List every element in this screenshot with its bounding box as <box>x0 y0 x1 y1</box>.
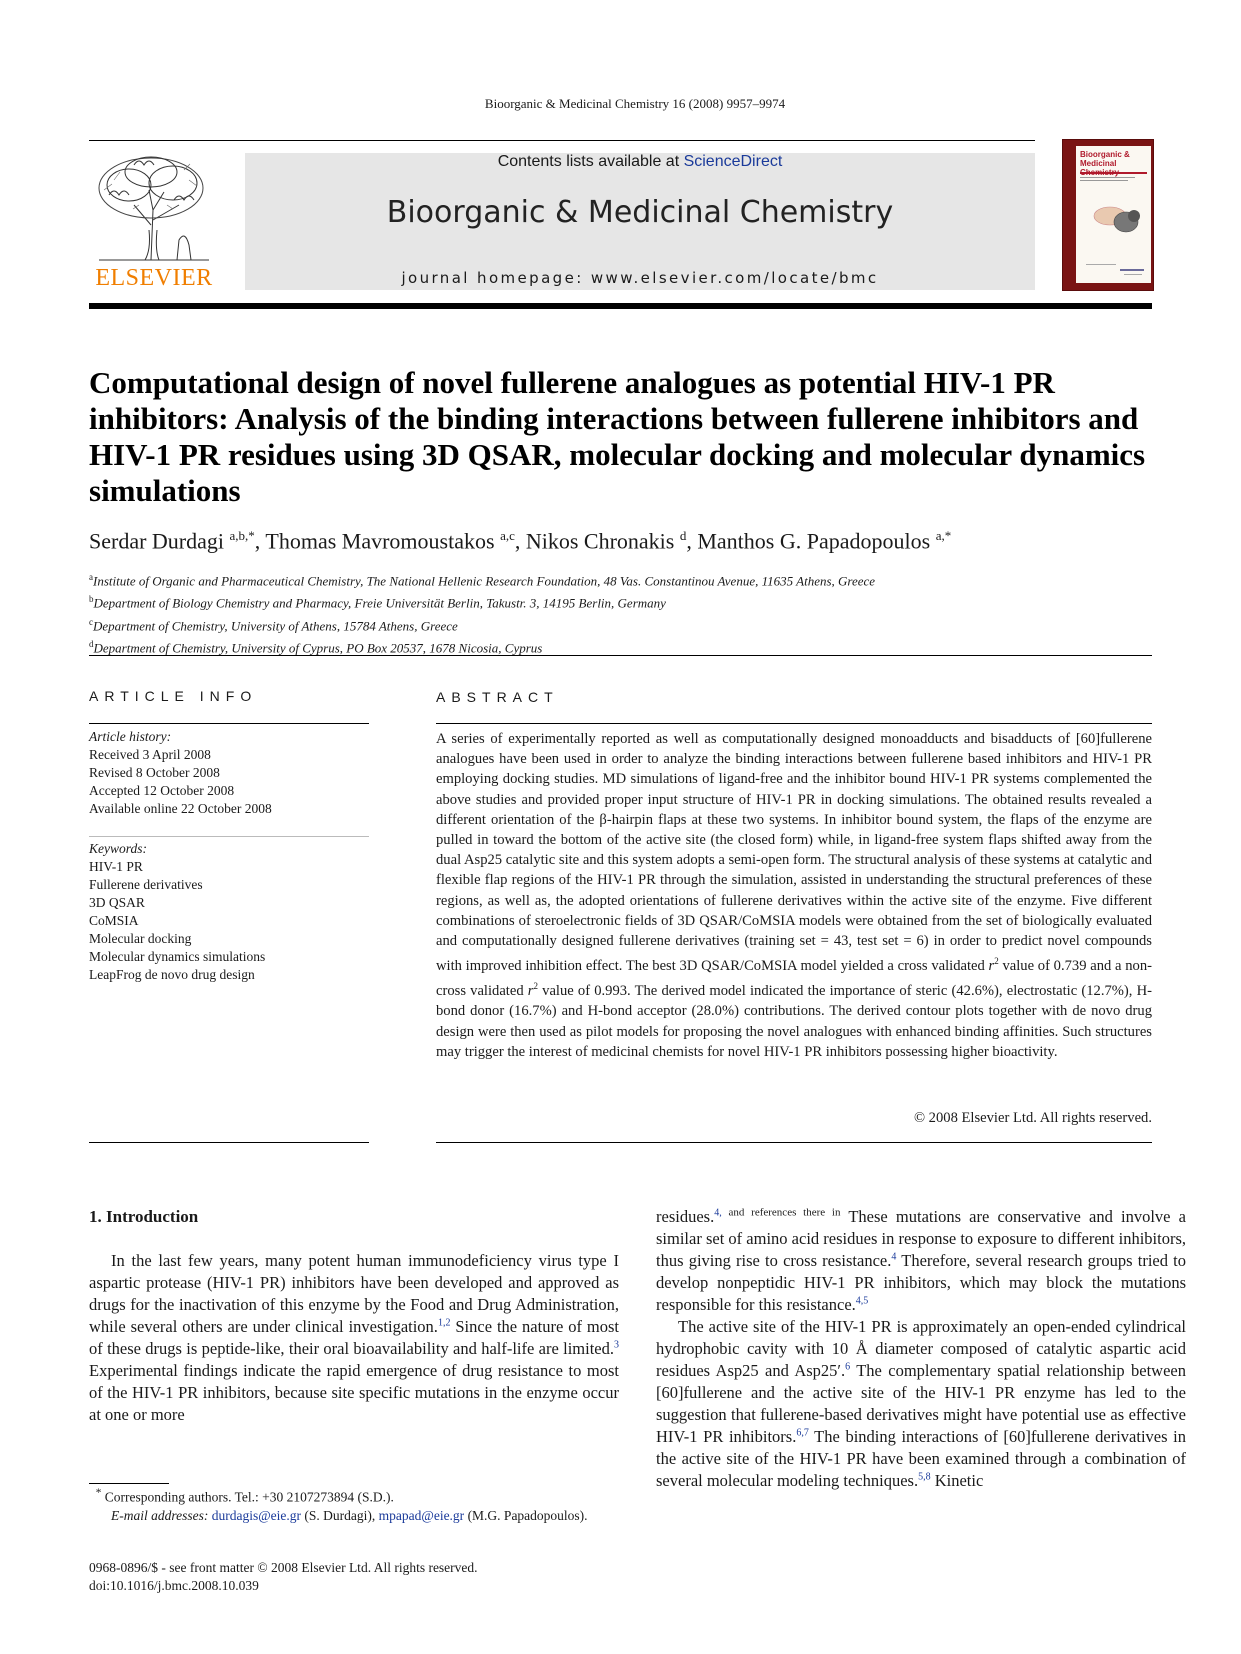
article-info-heading: ARTICLE INFO <box>89 688 258 704</box>
corresponding-author-footnote <box>89 1484 619 1525</box>
citation-link[interactable]: 4 <box>891 1251 897 1263</box>
keyword-item: Molecular docking <box>89 931 192 946</box>
author-separator: , <box>686 528 698 554</box>
section-rule <box>89 655 1152 656</box>
article-info-divider <box>89 836 369 837</box>
cover-artwork-icon <box>1076 146 1151 283</box>
footnote-line <box>89 1484 619 1507</box>
cover-page <box>1076 146 1151 283</box>
citation-link[interactable]: 4, <box>714 1207 722 1219</box>
body-paragraph <box>89 1250 619 1426</box>
paragraph-text: The active site of the HIV-1 PR is approximately an open-ended cylindrical hydrophobic cavity with 10 Å diameter composed of catalytic aspartic acid residues Asp25 and Asp25′. <box>656 1317 1186 1380</box>
header-rule <box>89 140 1035 141</box>
author-affil-mark[interactable]: a,c <box>500 528 515 543</box>
citation-link[interactable]: 1,2 <box>437 1317 451 1329</box>
footnote-text: Corresponding authors. Tel.: +30 2107273894 (S.D.). <box>101 1489 394 1505</box>
affiliation-text: Institute of Organic and Pharmaceutical Chemistry, The National Hellenic Research Foundation, 48 Vas. Constantinou Avenue, 11635 Athens, Greece <box>93 573 876 589</box>
history-item: Accepted 12 October 2008 <box>89 783 235 798</box>
keywords-label: Keywords: <box>89 841 147 856</box>
affiliation-list <box>89 568 1152 657</box>
keyword-item: LeapFrog de novo drug design <box>89 967 255 982</box>
citation-link[interactable]: 3 <box>614 1339 619 1351</box>
journal-title: Bioorganic & Medicinal Chemistry <box>386 195 894 230</box>
author-separator: , <box>514 528 526 554</box>
keyword-item: Molecular dynamics simulations <box>89 949 266 964</box>
abstract-rule <box>436 723 1152 724</box>
affiliation-item <box>89 613 1152 635</box>
header-thick-rule <box>89 303 1152 309</box>
body-paragraph <box>656 1206 1186 1316</box>
tree-icon <box>89 150 219 262</box>
affiliation-text: Department of Chemistry, University of Athens, 15784 Athens, Greece <box>93 617 458 633</box>
keyword-item: Fullerene derivatives <box>89 877 203 892</box>
section-heading: 1. Introduction <box>89 1207 199 1226</box>
abstract-text <box>436 729 1152 1062</box>
journal-banner <box>245 153 1035 290</box>
affiliation-text: Department of Chemistry, University of Cyprus, PO Box 20537, 1678 Nicosia, Cyprus <box>93 640 543 656</box>
author-affil-mark[interactable]: a,* <box>935 528 952 543</box>
footnote-line <box>89 1507 619 1525</box>
abstract-part: value of 0.993. The derived model indicated the importance of steric (42.6%), electrostatic (12.7%), H-bond donor (16.7%) and H-bond acceptor (28.0%) contributions. The derived contour plots together with de novo drug design were then used as pilot models for proposing the novel analogues with enhanced binding affinities. Such structures may trigger the interest of medicinal chemists for novel HIV-1 PR inhibitors possessing higher bioactivity. <box>436 983 1152 1060</box>
paragraph-text: In the last few years, many potent human immunodeficiency virus type I aspartic protease (HIV-1 PR) inhibitors have been developed and approved as drugs for the inactivation of this enzyme by the Food and Drug Administration, while several others are under clinical investigation. <box>89 1251 619 1336</box>
article-title: Computational design of novel fullerene analogues as potential HIV-1 PR inhibitors: Analysis of the binding interactions between fullerene inhibitors and HIV-1 PR residues using 3D QSAR, molecular docking and molecular dynamics simulations <box>89 365 1146 508</box>
citation-link[interactable]: 6 <box>845 1361 851 1373</box>
paragraph-text: These mutations are conservative and involve a similar set of amino acid residues in response to exposure to different inhibitors, thus giving rise to cross resistance. <box>656 1207 1186 1270</box>
keyword-list <box>89 840 369 984</box>
abstract-part: value of 0.739 and a non-cross validated <box>436 958 1152 1000</box>
abstract-superscript: 2 <box>994 956 999 967</box>
abstract-part: A series of experimentally reported as well as computationally designed monoadducts and bisadducts of [60]fullerene analogues have been used in order to analyze the binding interactions between fullerene based inhibitors and HIV-1 PR employing docking studies. MD simulations of ligand-free and the inhibitor bound HIV-1 PR systems complemented the above studies and provided proper input structure of HIV-1 PR in docking simulations. The obtained results revealed a different orientation of the β-hairpin flaps at these two systems. In inhibitor bound system, the flaps of the enzyme are pulled in toward the bottom of the active site (the closed form) while, in ligand-free system flaps shifted away from the dual Asp25 catalytic site and this system adopts a semi-open form. The structural analysis of these systems at catalytic and flexible flap regions of the HIV-1 PR through the simulation, assisted in understanding the structural preferences of these regions, as well as, the adopted orientations of fullerene derivatives within the active site of the enzyme. Five different combinations of steroelectronic fields of 3D QSAR/CoMSIA models were obtained from the set of biologically evaluated and computationally designed fullerene derivatives (training set = 43, test set = 6) in order to predict novel compounds with improved inhibition effect. The best 3D QSAR/CoMSIA model yielded a cross validated <box>436 731 1152 975</box>
cover-title: Bioorganic & Medicinal <box>1080 150 1130 168</box>
email-owner: (M.G. Papadopoulos). <box>464 1507 588 1523</box>
affiliation-mark: d <box>89 638 94 649</box>
author-name: Nikos Chronakis <box>525 528 675 554</box>
affiliation-item <box>89 635 1152 657</box>
contents-line <box>245 153 1035 171</box>
history-item: Received 3 April 2008 <box>89 747 211 762</box>
affiliation-text: Department of Biology Chemistry and Pharmacy, Freie Universität Berlin, Takustr. 3, 14195 Berlin, Germany <box>93 595 666 611</box>
affiliation-mark: b <box>89 594 94 605</box>
keyword-item: 3D QSAR <box>89 895 145 910</box>
email-link[interactable]: mpapad@eie.gr <box>378 1507 465 1523</box>
affiliation-mark: a <box>89 572 93 582</box>
author-affil-mark[interactable]: d <box>679 528 687 543</box>
right-column <box>656 1206 1186 1492</box>
paragraph-text: Therefore, several research groups tried to develop nonpeptidic HIV-1 PR inhibitors, which may block the mutations responsible for this resistance. <box>656 1251 1186 1314</box>
copyright-notice: © 2008 Elsevier Ltd. All rights reserved. <box>913 1110 1152 1126</box>
paragraph-text: Kinetic <box>930 1471 984 1490</box>
issn-line: 0968-0896/$ - see front matter © 2008 Elsevier Ltd. All rights reserved. <box>89 1560 478 1575</box>
affiliation-mark: c <box>89 616 93 627</box>
citation-link[interactable]: 4,5 <box>855 1295 869 1307</box>
email-label: E-mail addresses: <box>111 1507 209 1523</box>
author-name: Manthos G. Papadopoulos <box>697 528 931 554</box>
article-info-end-rule <box>89 1142 369 1143</box>
reference-note: and references there in <box>721 1206 841 1219</box>
abstract-symbol: r <box>527 983 534 1000</box>
author-name: Thomas Mavromoustakos <box>265 528 495 554</box>
author-separator: , <box>254 528 266 554</box>
citation-link[interactable]: 6,7 <box>796 1427 809 1439</box>
history-item: Revised 8 October 2008 <box>89 765 220 780</box>
paragraph-text: residues. <box>656 1207 715 1226</box>
contents-prefix: Contents lists available at <box>497 153 684 170</box>
paragraph-text: Since the nature of most of these drugs is peptide-like, their oral bioavailability and half-life are limited. <box>89 1317 619 1358</box>
front-matter <box>89 1559 619 1595</box>
email-link[interactable]: durdagis@eie.gr <box>211 1507 302 1523</box>
paragraph-text: The complementary spatial relationship between [60]fullerene and the active site of the HIV-1 PR enzyme has led to the suggestion that fullerene-based derivatives might have potential use as effective HIV-1 PR inhibitors. <box>656 1361 1186 1446</box>
keyword-item: CoMSIA <box>89 913 139 928</box>
affiliation-item <box>89 568 1152 590</box>
article-info-rule <box>89 723 369 724</box>
abstract-symbol: r <box>988 958 995 975</box>
history-item: Available online 22 October 2008 <box>89 801 272 816</box>
author-list <box>89 528 1152 554</box>
article-history <box>89 728 369 818</box>
journal-homepage[interactable]: journal homepage: www.elsevier.com/locate/bmc <box>401 269 879 287</box>
abstract-heading: ABSTRACT <box>436 689 559 705</box>
author-affil-mark[interactable]: a,b,* <box>229 528 255 543</box>
footnote-mark: * <box>95 1487 102 1499</box>
elsevier-logo <box>89 150 219 290</box>
paragraph-text: Experimental findings indicate the rapid emergence of drug resistance to most of the HIV-1 PR inhibitors, because site specific mutations in the enzyme occur at one or more <box>89 1361 619 1424</box>
keyword-item: HIV-1 PR <box>89 859 143 874</box>
publisher-logo-text: ELSEVIER <box>95 265 213 291</box>
affiliation-item <box>89 590 1152 612</box>
abstract-end-rule <box>436 1142 1152 1143</box>
author-name: Serdar Durdagi <box>89 528 225 554</box>
abstract-superscript: 2 <box>533 981 538 992</box>
body-paragraph <box>656 1316 1186 1492</box>
journal-cover <box>1062 139 1154 291</box>
history-label: Article history: <box>89 729 172 744</box>
journal-citation: Bioorganic & Medicinal Chemistry 16 (2008) 9957–9974 <box>484 96 786 111</box>
sciencedirect-link[interactable]: ScienceDirect <box>683 153 783 170</box>
email-owner: (S. Durdagi), <box>301 1507 379 1523</box>
doi-link[interactable]: doi:10.1016/j.bmc.2008.10.039 <box>89 1578 259 1593</box>
paragraph-text: The binding interactions of [60]fullerene derivatives in the active site of the HIV-1 PR have been examined through a combination of several molecular modeling techniques. <box>656 1427 1186 1490</box>
citation-link[interactable]: 5,8 <box>918 1471 931 1483</box>
